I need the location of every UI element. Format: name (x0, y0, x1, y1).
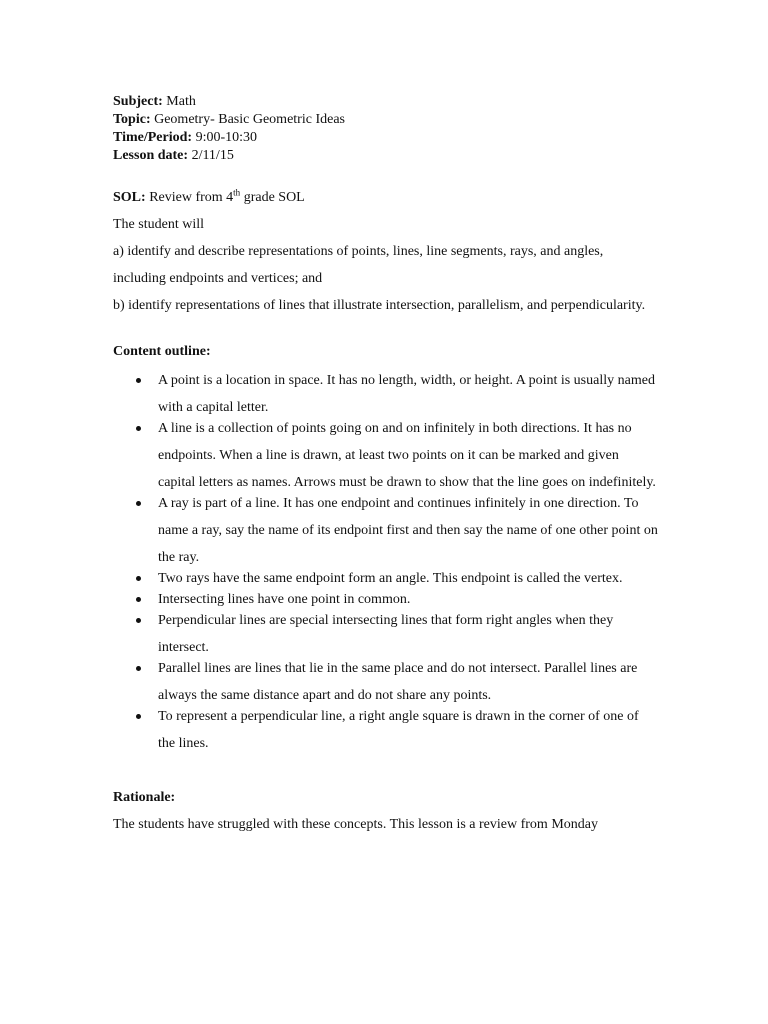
list-item (113, 367, 658, 421)
list-item-text: Perpendicular lines are special intersecting lines that form right angles when they intersect. (158, 613, 614, 655)
date-label: Lesson date: (113, 148, 189, 163)
lesson-plan-document (113, 93, 658, 838)
date-row (113, 147, 658, 165)
sol-intro: The student will (113, 217, 204, 232)
bullet-icon (136, 666, 141, 671)
sol-item-a: a) identify and describe representations of points, lines, line segments, rays, and angles, including endpoints and vertices; and (113, 244, 604, 286)
content-outline-heading: Content outline: (113, 344, 211, 359)
sol-review-suffix: grade SOL (243, 190, 305, 205)
list-item (113, 415, 658, 496)
list-item-text: A line is a collection of points going on and on infinitely in both directions. It has no endpoints. When a line is drawn, at least two points on it can be marked and given capital letters as names. Arrows must be drawn to show that the line goes on indefinitely. (158, 421, 656, 490)
sol-review-prefix: Review from 4 (149, 190, 234, 205)
list-item-text: To represent a perpendicular line, a right angle square is drawn in the corner of one of the lines. (158, 709, 639, 751)
list-item (113, 607, 658, 661)
sol-section (113, 184, 658, 319)
bullet-icon (136, 618, 141, 623)
list-item-text: Two rays have the same endpoint form an angle. This endpoint is called the vertex. (158, 571, 623, 586)
list-item (113, 703, 658, 757)
subject-row (113, 93, 658, 111)
list-item-text: A ray is part of a line. It has one endpoint and continues infinitely in one direction. To name a ray, say the name of its endpoint first and then say the name of one other point on the ray. (158, 496, 658, 565)
bullet-icon (136, 501, 141, 506)
bullet-icon (136, 576, 141, 581)
sol-item-b: b) identify representations of lines that illustrate intersection, parallelism, and perpendicularity. (113, 298, 646, 313)
time-row (113, 129, 658, 147)
list-item-text: Parallel lines are lines that lie in the same place and do not intersect. Parallel lines are always the same distance apart and do not share any points. (158, 661, 638, 703)
list-item (113, 655, 658, 709)
sol-review-superscript: th (233, 187, 241, 198)
rationale-text: The students have struggled with these concepts. This lesson is a review from Monday (113, 817, 598, 832)
list-item-text: A point is a location in space. It has no length, width, or height. A point is usually named with a capital letter. (158, 373, 655, 415)
content-outline-list (113, 367, 658, 757)
bullet-icon (136, 378, 141, 383)
sol-heading-line (113, 184, 658, 211)
bullet-icon (136, 714, 141, 719)
time-value: 9:00-10:30 (195, 130, 258, 145)
list-item-text: Intersecting lines have one point in common. (158, 592, 411, 607)
subject-label: Subject: (113, 94, 163, 109)
sol-label: SOL: (113, 190, 146, 205)
rationale-heading: Rationale: (113, 790, 176, 805)
date-value: 2/11/15 (191, 148, 234, 163)
time-label: Time/Period: (113, 130, 193, 145)
topic-value: Geometry- Basic Geometric Ideas (154, 112, 345, 127)
topic-row (113, 111, 658, 129)
topic-label: Topic: (113, 112, 151, 127)
bullet-icon (136, 597, 141, 602)
bullet-icon (136, 426, 141, 431)
subject-value: Math (166, 94, 196, 109)
list-item (113, 490, 658, 571)
